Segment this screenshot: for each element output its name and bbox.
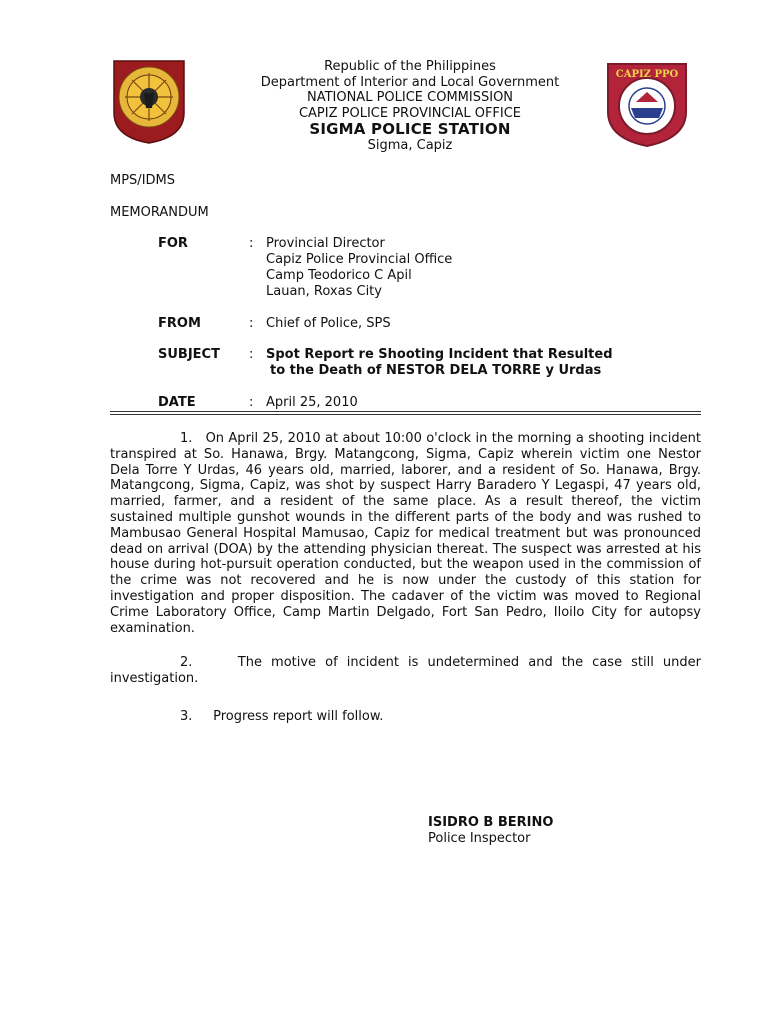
station-name: SIGMA POLICE STATION	[309, 120, 511, 138]
for-line: Provincial Director	[266, 236, 385, 251]
subject-line-1: Spot Report re Shooting Incident that Resulted	[266, 347, 613, 362]
from-colon: :	[249, 316, 254, 331]
body-paragraph-1	[110, 431, 701, 636]
letterhead	[200, 59, 620, 153]
for-line: Lauan, Roxas City	[266, 284, 382, 299]
station-location: Sigma, Capiz	[367, 137, 453, 153]
body-paragraph-2	[110, 655, 701, 687]
letterhead-republic: Republic of the Philippines	[324, 59, 496, 74]
paragraph-number: 1.	[180, 431, 193, 446]
divider-rule	[110, 414, 701, 415]
subject-value	[266, 347, 613, 379]
date-label: DATE	[158, 395, 196, 410]
date-value: April 25, 2010	[266, 395, 358, 410]
for-label: FOR	[158, 236, 188, 251]
paragraph-text: The motive of incident is undetermined and the case still under investigation.	[110, 655, 701, 686]
subject-colon: :	[249, 347, 254, 362]
paragraph-number: 2.	[180, 655, 193, 670]
memorandum-title: MEMORANDUM	[110, 205, 209, 220]
subject-line-2: to the Death of NESTOR DELA TORRE y Urdas	[270, 363, 602, 378]
letterhead-napolcom: NATIONAL POLICE COMMISSION	[306, 90, 514, 105]
divider-rule	[110, 411, 701, 412]
for-recipient	[266, 236, 452, 300]
signatory-name: ISIDRO B BERINO	[428, 815, 554, 830]
for-line: Camp Teodorico C Apil	[266, 268, 412, 283]
pnp-seal-logo	[108, 53, 190, 145]
from-label: FROM	[158, 316, 201, 331]
subject-label: SUBJECT	[158, 347, 220, 362]
for-colon: :	[249, 236, 254, 251]
paragraph-text: Progress report will follow.	[213, 709, 384, 724]
letterhead-dilg: Department of Interior and Local Government	[260, 74, 560, 90]
letterhead-ppo: CAPIZ POLICE PROVINCIAL OFFICE	[298, 105, 522, 121]
for-line: Capiz Police Provincial Office	[266, 252, 453, 267]
paragraph-text: On April 25, 2010 at about 10:00 o'clock in the morning a shooting incident transpired at So. Hanawa, Brgy. Matangcong, Sigma, Capiz wherein victim one Nestor Dela Torre Y Urdas, 46 years old, married, laborer, and a resident of So. Hanawa, Brgy. Matangcong, Sigma, Capiz, was shot by suspect Harry Baradero Y Legaspi, 47 years old, married, farmer, and a resident of the same place. As a result thereof, the victim sustained multiple gunshot wounds in the different parts of the body and was rushed to Mambusao General Hospital Mamusao, Capiz for medical treatment but was pronounced dead on arrival (DOA) by the attending physician thereat. The suspect was arrested at his house during hot-pursuit operation conducted, but the weapon used in the commission of the crime was not recovered and he is now under the custody of this station for investigation and proper disposition. The cadaver of the victim was moved to Regional Crime Laboratory Office, Camp Martin Delgado, Fort San Pedro, Iloilo City for autopsy examination.	[110, 431, 701, 636]
signature-block	[428, 815, 553, 847]
body-paragraph-3	[180, 709, 383, 724]
from-value: Chief of Police, SPS	[266, 316, 391, 331]
reference-code: MPS/IDMS	[110, 173, 175, 188]
date-colon: :	[249, 395, 254, 410]
paragraph-number: 3.	[180, 709, 193, 724]
svg-text:CAPIZ PPO: CAPIZ PPO	[615, 69, 679, 80]
signatory-title: Police Inspector	[428, 831, 531, 846]
